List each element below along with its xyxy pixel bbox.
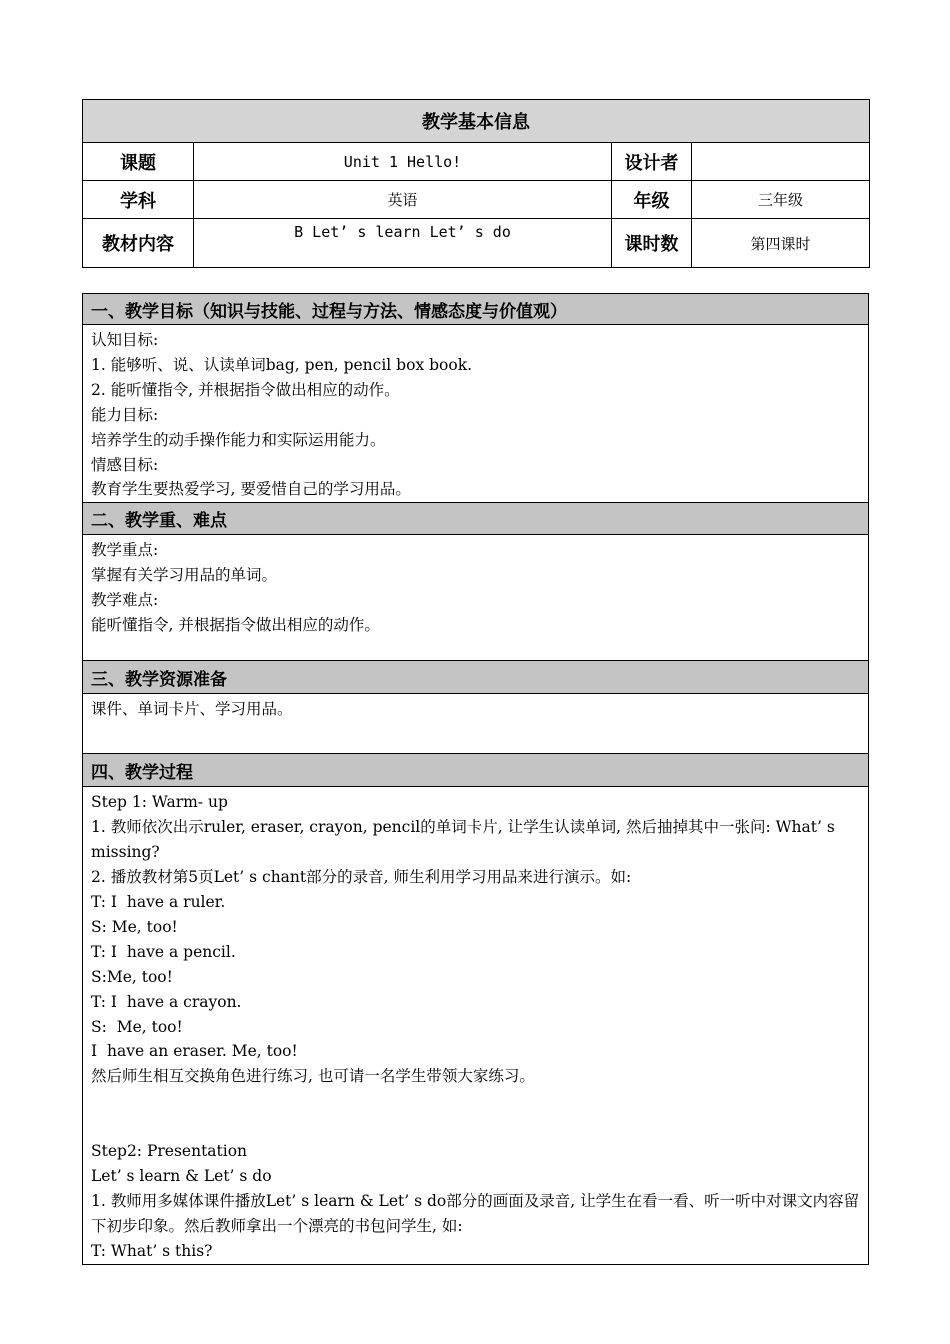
section-key-points-body: [83, 535, 869, 661]
process-line: Let’ s learn & Let’ s do: [91, 1166, 272, 1185]
section-resources-body: [83, 694, 869, 754]
designer-label: 设计者: [612, 143, 692, 181]
objectives-line: 培养学生的动手操作能力和实际运用能力。: [91, 430, 386, 449]
discipline-value: 英语: [194, 181, 612, 219]
process-line: S: Me, too!: [91, 917, 178, 936]
material-value: B Let’ s learn Let’ s do: [194, 219, 612, 268]
process-line: I have an eraser. Me, too!: [91, 1042, 298, 1061]
key-points-line: 掌握有关学习用品的单词。: [91, 566, 278, 585]
process-line: T: I have a crayon.: [91, 992, 242, 1011]
grade-label: 年级: [612, 181, 692, 219]
process-line: Step 1: Warm- up: [91, 793, 228, 812]
basic-info-title: 教学基本信息: [83, 100, 870, 143]
objectives-line: 情感目标:: [91, 455, 159, 474]
process-line: 1. 教师依次出示ruler, eraser, crayon, pencil的单词卡片, 让学生认读单词, 然后抽掉其中一张问: What’ s missing?: [91, 818, 840, 862]
designer-value: [692, 143, 870, 181]
objectives-line: 2. 能听懂指令, 并根据指令做出相应的动作。: [91, 380, 400, 399]
subject-topic-label: 课题: [83, 143, 194, 181]
section-process-heading: 四、教学过程: [83, 754, 869, 787]
process-line: [91, 1089, 868, 1114]
objectives-line: 认知目标:: [91, 331, 159, 349]
resources-line: 课件、单词卡片、学习用品。: [91, 700, 293, 719]
process-line: 然后师生相互交换角色进行练习, 也可请一名学生带领大家练习。: [91, 1067, 535, 1086]
process-line: [91, 1114, 868, 1139]
basic-info-table: [82, 99, 870, 268]
process-line: 2. 播放教材第5页Let’ s chant部分的录音, 师生利用学习用品来进行演示。如:: [91, 868, 632, 887]
section-resources-heading: 三、教学资源准备: [83, 661, 869, 694]
key-points-line: 教学难点:: [91, 591, 159, 610]
lesson-count-label: 课时数: [612, 219, 692, 268]
key-points-line: 能听懂指令, 并根据指令做出相应的动作。: [91, 616, 380, 635]
process-line: S: Me, too!: [91, 1017, 183, 1036]
process-line: Step2: Presentation: [91, 1142, 248, 1161]
objectives-line: 能力目标:: [91, 405, 159, 424]
lesson-plan-table: [82, 293, 869, 1265]
objectives-line: 教育学生要热爱学习, 要爱惜自己的学习用品。: [91, 480, 411, 499]
section-objectives-heading: 一、教学目标（知识与技能、过程与方法、情感态度与价值观）: [83, 294, 869, 325]
process-line: T: I have a pencil.: [91, 942, 236, 961]
section-key-points-heading: 二、教学重、难点: [83, 503, 869, 535]
grade-value: 三年级: [692, 181, 870, 219]
key-points-line: 教学重点:: [91, 541, 159, 560]
section-process-body: [83, 787, 869, 1264]
objectives-line: 1. 能够听、说、认读单词bag, pen, pencil box book.: [91, 355, 473, 374]
process-line: 1. 教师用多媒体课件播放Let’ s learn & Let’ s do部分的画面及录音, 让学生在看一看、听一听中对课文内容留下初步印象。然后教师拿出一个漂亮的书包问学生, 如:: [91, 1191, 860, 1235]
process-line: T: I have a ruler.: [91, 892, 226, 911]
section-objectives-body: [83, 325, 869, 503]
lesson-count-value: 第四课时: [692, 219, 870, 268]
subject-topic-value: Unit 1 Hello!: [194, 143, 612, 181]
process-line: S:Me, too!: [91, 967, 173, 986]
process-line: T: What’ s this?: [91, 1241, 213, 1260]
discipline-label: 学科: [83, 181, 194, 219]
material-label: 教材内容: [83, 219, 194, 268]
